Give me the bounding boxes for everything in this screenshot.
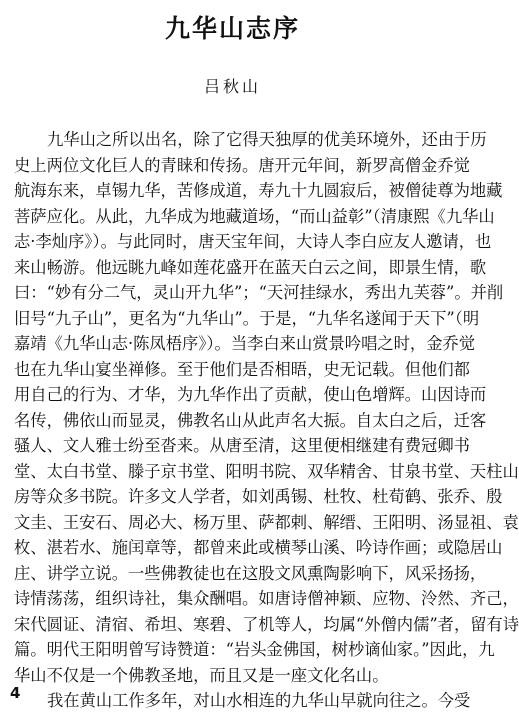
text-line: 菩萨应化。从此，九华成为地藏道场，“而山益彰”（清康熙《九华山 <box>14 206 495 226</box>
text-line: 志·李灿序》）。与此同时，唐天宝年间，大诗人李白应友人邀请，也 <box>14 232 492 251</box>
text-line: 曰：“妙有分二气，灵山开九华”；“天河挂绿水，秀出九芙蓉”。并削 <box>14 283 504 302</box>
text-line: 史上两位文化巨人的青睐和传扬。唐开元年间，新罗高僧金乔觉 <box>14 155 470 175</box>
text-line: 枚、湛若水、施闰章等，都曾来此或横琴山溪、吟诗作画；或隐居山 <box>14 538 503 557</box>
text-line: 九华山之所以出名，除了它得天独厚的优美环境外，还由于历 <box>47 130 487 149</box>
text-line: 庄、讲学立说。一些佛教徒也在这股文风熏陶影响下，风采扬扬， <box>14 563 487 583</box>
text-line: 我在黄山工作多年，对山水相连的九华山早就向往之。今受 <box>47 691 471 710</box>
text-line: 来山畅游。他远眺九峰如莲花盛开在蓝天白云之间，即景生情，歌 <box>14 257 487 277</box>
text-line: 用自己的行为、才华，为九华作出了贡献，使山色增辉。山因诗而 <box>14 385 487 404</box>
page-number: 4 <box>10 684 21 702</box>
page-title: 九华山志序 <box>164 14 300 43</box>
text-line: 宋代圆证、清宿、希坦、寒碧、了机等人，均属“外僧内儒”者，留有诗 <box>14 614 519 634</box>
author-name: 吕秋山 <box>203 77 261 96</box>
text-line: 房等众多书院。许多文人学者，如刘禹锡、杜牧、杜荀鹤、张乔、殷 <box>14 487 503 506</box>
body-text <box>14 127 519 714</box>
text-line: 堂、太白书堂、滕子京书堂、阳明书院、双华精舍、甘泉书堂、天柱山 <box>14 461 519 481</box>
text-line: 旧号“九子山”，更名为“九华山”。于是，“九华名遂闻于天下”（明 <box>14 308 480 328</box>
text-line: 华山不仅是一个佛教圣地，而且又是一座文化名山。 <box>14 665 389 685</box>
text-line: 也在九华山宴坐禅修。至于他们是否相晤，史无记载。但他们都 <box>14 359 470 379</box>
text-line: 篇。明代王阳明曾写诗赞道：“岩头金佛国，树杪谪仙家。”因此，九 <box>14 640 495 659</box>
text-line: 名传，佛依山而显灵，佛教名山从此声名大振。自太白之后，迁客 <box>14 410 487 430</box>
text-line: 嘉靖《九华山志·陈凤梧序》）。当李白来山赏景吟唱之时，金乔觉 <box>14 334 476 353</box>
text-line: 航海东来，卓锡九华，苦修成道，寿九十九圆寂后，被僧徒尊为地藏 <box>14 181 503 200</box>
text-line: 文圭、王安石、周必大、杨万里、萨都剌、解缙、王阳明、汤显祖、袁 <box>14 512 519 532</box>
text-line: 诗情荡荡，组织诗社，集众酬唱。如唐诗僧神颖、应物、泠然、齐己， <box>14 589 519 608</box>
text-line: 骚人、文人雅士纷至沓来。从唐至清，这里便相继建有费冠卿书 <box>14 436 470 455</box>
